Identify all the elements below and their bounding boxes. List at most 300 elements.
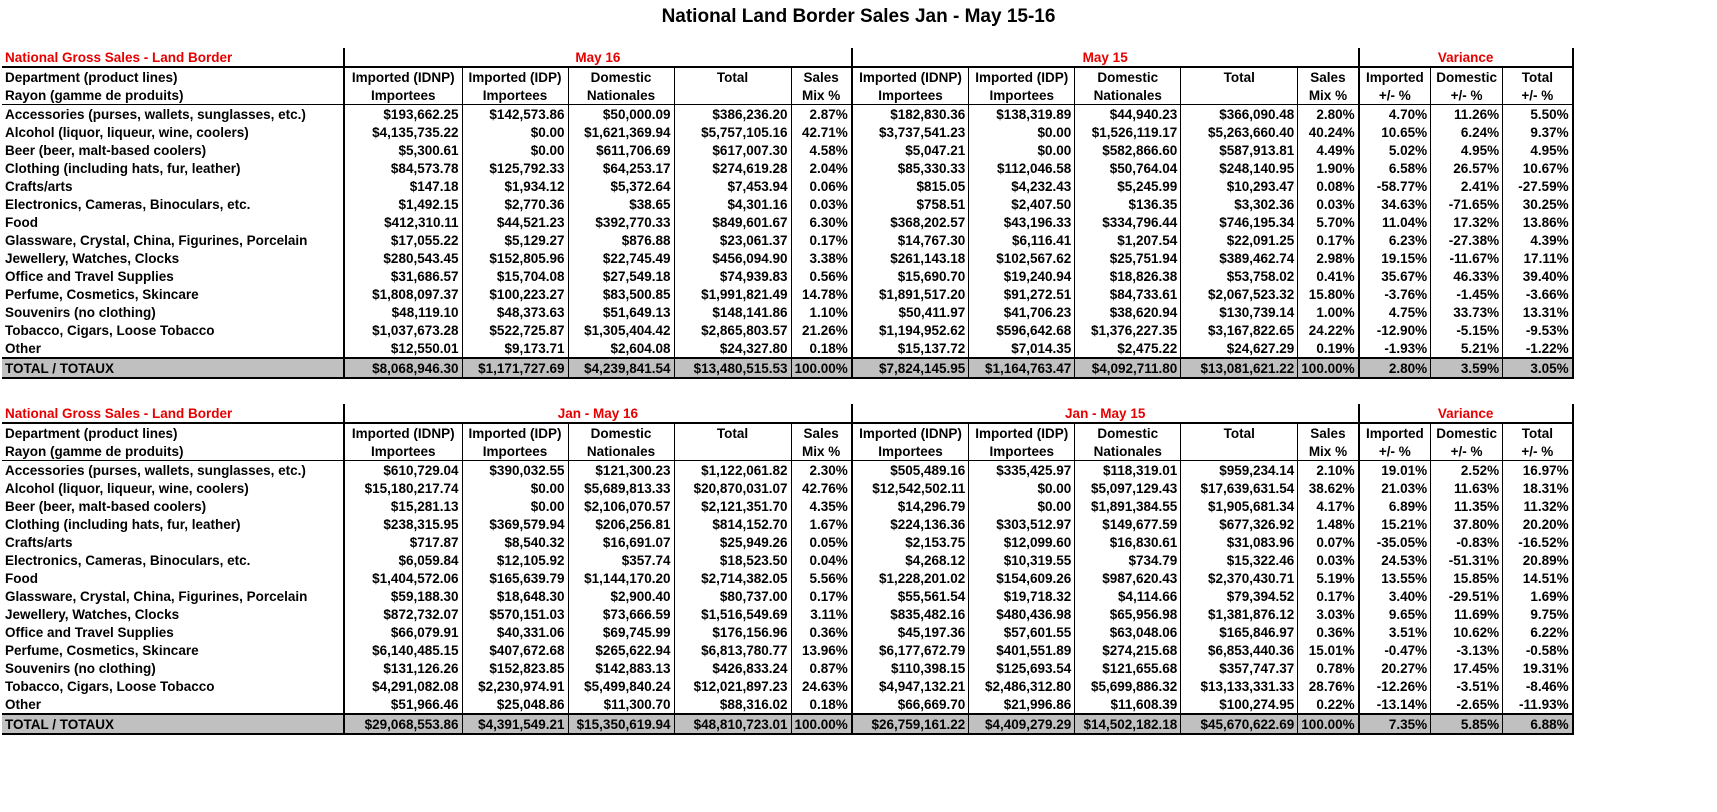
table-cell: $152,823.85 <box>462 659 568 677</box>
table-cell: 0.06% <box>791 177 852 195</box>
department-name: Crafts/arts <box>5 178 73 194</box>
table-cell: $43,196.33 <box>969 213 1075 231</box>
total-cell: 6.88% <box>1503 714 1573 734</box>
column-header: Sales <box>791 67 852 86</box>
table-cell: -12.26% <box>1359 677 1431 695</box>
table-cell: 15.80% <box>1298 285 1359 303</box>
table-cell: 1.69% <box>1503 587 1573 605</box>
total-cell: $4,092,711.80 <box>1075 358 1181 378</box>
table-cell: 1.90% <box>1298 159 1359 177</box>
table-cell: -16.52% <box>1503 533 1573 551</box>
table-cell: 0.03% <box>1298 195 1359 213</box>
table-cell: $63,048.06 <box>1075 623 1181 641</box>
table-row <box>2 321 1573 339</box>
total-cell: $7,824,145.95 <box>852 358 969 378</box>
department-name: Beer (beer, malt-based coolers) <box>5 498 207 514</box>
table-cell: $368,202.57 <box>852 213 969 231</box>
total-cell: $13,480,515.53 <box>674 358 791 378</box>
table-cell: 10.67% <box>1503 159 1573 177</box>
table-cell: $83,500.85 <box>568 285 674 303</box>
column-header-row <box>2 423 1573 442</box>
table-cell: 6.22% <box>1503 623 1573 641</box>
table-cell: $19,240.94 <box>969 267 1075 285</box>
total-cell: $1,171,727.69 <box>462 358 568 378</box>
table-cell: 13.55% <box>1359 569 1431 587</box>
column-header: Total <box>674 67 791 86</box>
table-cell: $6,059.84 <box>344 551 462 569</box>
department-name: Glassware, Crystal, China, Figurines, Porcelain <box>5 588 308 604</box>
table-cell: 1.48% <box>1298 515 1359 533</box>
column-subheader: Nationales <box>1075 86 1181 105</box>
table-cell: $0.00 <box>462 123 568 141</box>
period-b-label: Jan - May 15 <box>852 404 1359 423</box>
table-cell: $51,649.13 <box>568 303 674 321</box>
department-name: Beer (beer, malt-based coolers) <box>5 142 207 158</box>
table-cell: $14,296.79 <box>852 497 969 515</box>
table-cell: $4,135,735.22 <box>344 123 462 141</box>
table-cell: $5,097,129.43 <box>1075 479 1181 497</box>
table-cell: $2,770.36 <box>462 195 568 213</box>
total-cell: $4,239,841.54 <box>568 358 674 378</box>
total-cell: 100.00% <box>791 358 852 378</box>
column-header: Sales <box>1298 67 1359 86</box>
table-cell: $84,733.61 <box>1075 285 1181 303</box>
table-cell: $7,014.35 <box>969 339 1075 358</box>
table-cell: $5,129.27 <box>462 231 568 249</box>
table-cell: $22,745.49 <box>568 249 674 267</box>
column-header: Sales <box>791 423 852 442</box>
table-cell: $2,370,430.71 <box>1181 569 1298 587</box>
total-row <box>2 358 1573 378</box>
table-cell: 17.11% <box>1503 249 1573 267</box>
table-row <box>2 177 1573 195</box>
dept-header-fr: Rayon (gamme de produits) <box>2 442 344 461</box>
table-cell: $138,319.89 <box>969 105 1075 124</box>
table-cell: $4,301.16 <box>674 195 791 213</box>
table-row <box>2 249 1573 267</box>
table-cell: $1,905,681.34 <box>1181 497 1298 515</box>
table-cell: $334,796.44 <box>1075 213 1181 231</box>
table-cell: $64,253.17 <box>568 159 674 177</box>
table-cell: $401,551.89 <box>969 641 1075 659</box>
table-cell: $15,281.13 <box>344 497 462 515</box>
department-name: Alcohol (liquor, liqueur, wine, coolers) <box>5 124 249 140</box>
table-cell: 34.63% <box>1359 195 1431 213</box>
table-cell: 0.87% <box>791 659 852 677</box>
table-cell: 16.97% <box>1503 461 1573 480</box>
total-cell: $26,759,161.22 <box>852 714 969 734</box>
table-cell: $12,105.92 <box>462 551 568 569</box>
table-cell: $38,620.94 <box>1075 303 1181 321</box>
table-cell: $5,757,105.16 <box>674 123 791 141</box>
table-cell: $27,549.18 <box>568 267 674 285</box>
table-cell: $121,655.68 <box>1075 659 1181 677</box>
table-cell: $69,745.99 <box>568 623 674 641</box>
table-cell: $206,256.81 <box>568 515 674 533</box>
table-cell: $426,833.24 <box>674 659 791 677</box>
table-cell: 0.04% <box>791 551 852 569</box>
table-row <box>2 677 1573 695</box>
table-cell: $2,865,803.57 <box>674 321 791 339</box>
table-cell: $176,156.96 <box>674 623 791 641</box>
table-cell: $357,747.37 <box>1181 659 1298 677</box>
period-b-label: May 15 <box>852 48 1359 67</box>
department-name: Tobacco, Cigars, Loose Tobacco <box>5 322 215 338</box>
column-subheader: Importees <box>344 86 462 105</box>
column-subheader-row <box>2 86 1573 105</box>
table-cell: 0.08% <box>1298 177 1359 195</box>
table-cell: $15,137.72 <box>852 339 969 358</box>
table-cell: $22,091.25 <box>1181 231 1298 249</box>
table-cell: -71.65% <box>1431 195 1503 213</box>
table-cell: $142,883.13 <box>568 659 674 677</box>
table-row <box>2 533 1573 551</box>
table-cell: $121,300.23 <box>568 461 674 480</box>
table-cell: 6.89% <box>1359 497 1431 515</box>
table-cell: $1,808,097.37 <box>344 285 462 303</box>
table-cell: 19.31% <box>1503 659 1573 677</box>
table-row <box>2 515 1573 533</box>
table-cell: $386,236.20 <box>674 105 791 124</box>
table-cell: 1.00% <box>1298 303 1359 321</box>
table-cell: $274,619.28 <box>674 159 791 177</box>
table-cell: $596,642.68 <box>969 321 1075 339</box>
table-cell: 9.65% <box>1359 605 1431 623</box>
column-subheader: Importees <box>462 86 568 105</box>
table-cell: -1.45% <box>1431 285 1503 303</box>
table-cell: -51.31% <box>1431 551 1503 569</box>
table-cell: 0.36% <box>1298 623 1359 641</box>
column-subheader: Importees <box>852 86 969 105</box>
column-subheader <box>674 86 791 105</box>
table-cell: $1,194,952.62 <box>852 321 969 339</box>
total-cell: 3.05% <box>1503 358 1573 378</box>
department-name: Jewellery, Watches, Clocks <box>5 606 180 622</box>
column-subheader: +/- % <box>1359 86 1431 105</box>
table-cell: 21.03% <box>1359 479 1431 497</box>
table-cell: 6.24% <box>1431 123 1503 141</box>
table-row <box>2 497 1573 515</box>
column-header: Total <box>1503 67 1573 86</box>
table-cell: $15,322.46 <box>1181 551 1298 569</box>
table-row <box>2 641 1573 659</box>
table-cell: $617,007.30 <box>674 141 791 159</box>
table-cell: $1,144,170.20 <box>568 569 674 587</box>
department-name: Other <box>5 696 42 712</box>
table-cell: $25,949.26 <box>674 533 791 551</box>
table-cell: $85,330.33 <box>852 159 969 177</box>
column-header: Imported (IDP) <box>969 67 1075 86</box>
department-name: Accessories (purses, wallets, sunglasses, etc.) <box>5 106 306 122</box>
table-cell: $91,272.51 <box>969 285 1075 303</box>
table-cell: $3,167,822.65 <box>1181 321 1298 339</box>
table-cell: 9.37% <box>1503 123 1573 141</box>
table-cell: -58.77% <box>1359 177 1431 195</box>
table-cell: $224,136.36 <box>852 515 969 533</box>
table-cell: 11.63% <box>1431 479 1503 497</box>
table-cell: $5,499,840.24 <box>568 677 674 695</box>
total-cell: $1,164,763.47 <box>969 358 1075 378</box>
table-cell: $2,067,523.32 <box>1181 285 1298 303</box>
table-cell: $100,223.27 <box>462 285 568 303</box>
table-cell: $41,706.23 <box>969 303 1075 321</box>
column-header: Domestic <box>568 67 674 86</box>
table-cell: $261,143.18 <box>852 249 969 267</box>
column-subheader: Nationales <box>568 442 674 461</box>
table-cell: $6,177,672.79 <box>852 641 969 659</box>
variance-label: Variance <box>1359 404 1573 423</box>
column-header: Domestic <box>1431 423 1503 442</box>
table-cell: -11.93% <box>1503 695 1573 714</box>
table-cell: $4,291,082.08 <box>344 677 462 695</box>
table-cell: 4.95% <box>1431 141 1503 159</box>
table-cell: $4,114.66 <box>1075 587 1181 605</box>
table-cell: 0.03% <box>791 195 852 213</box>
total-cell: 100.00% <box>1298 358 1359 378</box>
department-name: Jewellery, Watches, Clocks <box>5 250 180 266</box>
table-cell: $2,407.50 <box>969 195 1075 213</box>
table-cell: $0.00 <box>462 497 568 515</box>
total-cell: 100.00% <box>791 714 852 734</box>
department-name: Clothing (including hats, fur, leather) <box>5 516 241 532</box>
table-cell: 0.17% <box>1298 231 1359 249</box>
column-subheader: Mix % <box>1298 442 1359 461</box>
table-cell: -9.53% <box>1503 321 1573 339</box>
table-row <box>2 551 1573 569</box>
table-cell: 19.15% <box>1359 249 1431 267</box>
table-row <box>2 231 1573 249</box>
column-subheader: Mix % <box>791 86 852 105</box>
table-row <box>2 123 1573 141</box>
table-cell: $265,622.94 <box>568 641 674 659</box>
table-cell: $20,870,031.07 <box>674 479 791 497</box>
table-cell: 3.40% <box>1359 587 1431 605</box>
table-cell: $5,263,660.40 <box>1181 123 1298 141</box>
table-row <box>2 587 1573 605</box>
table-cell: $872,732.07 <box>344 605 462 623</box>
table-cell: $987,620.43 <box>1075 569 1181 587</box>
table-cell: 0.19% <box>1298 339 1359 358</box>
table-cell: $130,739.14 <box>1181 303 1298 321</box>
table-cell: 5.21% <box>1431 339 1503 358</box>
table-cell: 38.62% <box>1298 479 1359 497</box>
table-cell: 14.78% <box>791 285 852 303</box>
table-cell: 4.95% <box>1503 141 1573 159</box>
table-cell: $51,966.46 <box>344 695 462 714</box>
table-cell: 2.52% <box>1431 461 1503 480</box>
table-cell: $73,666.59 <box>568 605 674 623</box>
section-header-row <box>2 48 1573 67</box>
table-cell: -13.14% <box>1359 695 1431 714</box>
table-cell: $148,141.86 <box>674 303 791 321</box>
department-name: Perfume, Cosmetics, Skincare <box>5 642 199 658</box>
table-cell: 11.69% <box>1431 605 1503 623</box>
department-name: Food <box>5 214 38 230</box>
total-cell: $4,391,549.21 <box>462 714 568 734</box>
table-cell: $2,475.22 <box>1075 339 1181 358</box>
column-subheader: Mix % <box>791 442 852 461</box>
table-cell: $5,699,886.32 <box>1075 677 1181 695</box>
table-row <box>2 105 1573 124</box>
table-cell: $587,913.81 <box>1181 141 1298 159</box>
table-cell: 17.45% <box>1431 659 1503 677</box>
table-cell: $11,608.39 <box>1075 695 1181 714</box>
table-cell: 46.33% <box>1431 267 1503 285</box>
table-row <box>2 159 1573 177</box>
table-cell: 2.87% <box>791 105 852 124</box>
table-cell: $100,274.95 <box>1181 695 1298 714</box>
table-cell: 3.03% <box>1298 605 1359 623</box>
table-cell: 1.10% <box>791 303 852 321</box>
table-cell: $23,061.37 <box>674 231 791 249</box>
table-cell: $147.18 <box>344 177 462 195</box>
column-header: Total <box>1181 423 1298 442</box>
column-subheader: +/- % <box>1503 86 1573 105</box>
table-cell: -35.05% <box>1359 533 1431 551</box>
table-cell: $5,689,813.33 <box>568 479 674 497</box>
table-cell: $1,376,227.35 <box>1075 321 1181 339</box>
table-cell: $12,021,897.23 <box>674 677 791 695</box>
table-cell: $142,573.86 <box>462 105 568 124</box>
column-header: Imported (IDNP) <box>344 67 462 86</box>
table-cell: $50,411.97 <box>852 303 969 321</box>
table-cell: 5.50% <box>1503 105 1573 124</box>
table-cell: 3.51% <box>1359 623 1431 641</box>
dept-header-fr: Rayon (gamme de produits) <box>2 86 344 105</box>
table-cell: 28.76% <box>1298 677 1359 695</box>
table-cell: $274,215.68 <box>1075 641 1181 659</box>
table-cell: $480,436.98 <box>969 605 1075 623</box>
table-row <box>2 267 1573 285</box>
table-row <box>2 569 1573 587</box>
table-cell: $2,604.08 <box>568 339 674 358</box>
table-cell: -0.58% <box>1503 641 1573 659</box>
total-cell: $15,350,619.94 <box>568 714 674 734</box>
column-header: Imported <box>1359 67 1431 86</box>
table-cell: $2,121,351.70 <box>674 497 791 515</box>
table-cell: 2.30% <box>791 461 852 480</box>
table-cell: $2,714,382.05 <box>674 569 791 587</box>
table-cell: $505,489.16 <box>852 461 969 480</box>
table-cell: 15.21% <box>1359 515 1431 533</box>
table-cell: $125,792.33 <box>462 159 568 177</box>
table-cell: $84,573.78 <box>344 159 462 177</box>
table-cell: -3.66% <box>1503 285 1573 303</box>
table-cell: $13,133,331.33 <box>1181 677 1298 695</box>
table-cell: $38.65 <box>568 195 674 213</box>
table-cell: 2.98% <box>1298 249 1359 267</box>
table-cell: $849,601.67 <box>674 213 791 231</box>
table-cell: 0.56% <box>791 267 852 285</box>
table-cell: $746,195.34 <box>1181 213 1298 231</box>
table-cell: 9.75% <box>1503 605 1573 623</box>
table-cell: $18,523.50 <box>674 551 791 569</box>
table-cell: $8,540.32 <box>462 533 568 551</box>
table-cell: 13.96% <box>791 641 852 659</box>
table-cell: 15.85% <box>1431 569 1503 587</box>
table-cell: $1,621,369.94 <box>568 123 674 141</box>
table-cell: 14.51% <box>1503 569 1573 587</box>
total-label: TOTAL / TOTAUX <box>2 714 344 734</box>
table-cell: 20.20% <box>1503 515 1573 533</box>
department-name: Other <box>5 340 42 356</box>
column-header: Imported (IDP) <box>462 423 568 442</box>
total-cell: $48,810,723.01 <box>674 714 791 734</box>
table-cell: 6.30% <box>791 213 852 231</box>
table-cell: 20.27% <box>1359 659 1431 677</box>
table-cell: -0.83% <box>1431 533 1503 551</box>
table-cell: $21,996.86 <box>969 695 1075 714</box>
table-cell: $110,398.15 <box>852 659 969 677</box>
table-cell: $522,725.87 <box>462 321 568 339</box>
table-cell: $677,326.92 <box>1181 515 1298 533</box>
table-cell: $102,567.62 <box>969 249 1075 267</box>
table-cell: $758.51 <box>852 195 969 213</box>
table-cell: $2,486,312.80 <box>969 677 1075 695</box>
table-cell: 2.80% <box>1298 105 1359 124</box>
table-cell: $17,639,631.54 <box>1181 479 1298 497</box>
table-cell: $6,116.41 <box>969 231 1075 249</box>
table-cell: $959,234.14 <box>1181 461 1298 480</box>
table-row <box>2 213 1573 231</box>
table-cell: $5,245.99 <box>1075 177 1181 195</box>
total-cell: 2.80% <box>1359 358 1431 378</box>
table-cell: 13.31% <box>1503 303 1573 321</box>
column-header: Imported (IDNP) <box>344 423 462 442</box>
variance-label: Variance <box>1359 48 1573 67</box>
table-cell: $18,826.38 <box>1075 267 1181 285</box>
table-cell: 30.25% <box>1503 195 1573 213</box>
table-cell: $1,381,876.12 <box>1181 605 1298 623</box>
table-cell: 5.02% <box>1359 141 1431 159</box>
table-cell: $149,677.59 <box>1075 515 1181 533</box>
table-cell: $165,846.97 <box>1181 623 1298 641</box>
table-cell: 4.70% <box>1359 105 1431 124</box>
column-header: Domestic <box>1075 67 1181 86</box>
table-row <box>2 285 1573 303</box>
table-row <box>2 303 1573 321</box>
table-cell: 35.67% <box>1359 267 1431 285</box>
table-cell: $44,940.23 <box>1075 105 1181 124</box>
table-cell: $4,268.12 <box>852 551 969 569</box>
table-cell: -1.93% <box>1359 339 1431 358</box>
table-cell: -8.46% <box>1503 677 1573 695</box>
section-title: National Gross Sales - Land Border <box>5 49 233 65</box>
total-cell: $8,068,946.30 <box>344 358 462 378</box>
column-subheader: Mix % <box>1298 86 1359 105</box>
column-header: Domestic <box>568 423 674 442</box>
table-cell: 11.04% <box>1359 213 1431 231</box>
table-cell: $9,173.71 <box>462 339 568 358</box>
department-name: Glassware, Crystal, China, Figurines, Porcelain <box>5 232 308 248</box>
table-cell: $248,140.95 <box>1181 159 1298 177</box>
table-cell: 0.03% <box>1298 551 1359 569</box>
table-cell: $15,180,217.74 <box>344 479 462 497</box>
table-cell: $5,047.21 <box>852 141 969 159</box>
table-cell: 5.19% <box>1298 569 1359 587</box>
table-cell: $10,319.55 <box>969 551 1075 569</box>
column-header: Imported (IDNP) <box>852 67 969 86</box>
table-cell: $152,805.96 <box>462 249 568 267</box>
column-subheader-row <box>2 442 1573 461</box>
table-cell: $25,048.86 <box>462 695 568 714</box>
department-name: Accessories (purses, wallets, sunglasses, etc.) <box>5 462 306 478</box>
column-subheader: Importees <box>852 442 969 461</box>
table-cell: 11.26% <box>1431 105 1503 124</box>
table-cell: 2.10% <box>1298 461 1359 480</box>
table-cell: 4.17% <box>1298 497 1359 515</box>
table-cell: $3,737,541.23 <box>852 123 969 141</box>
